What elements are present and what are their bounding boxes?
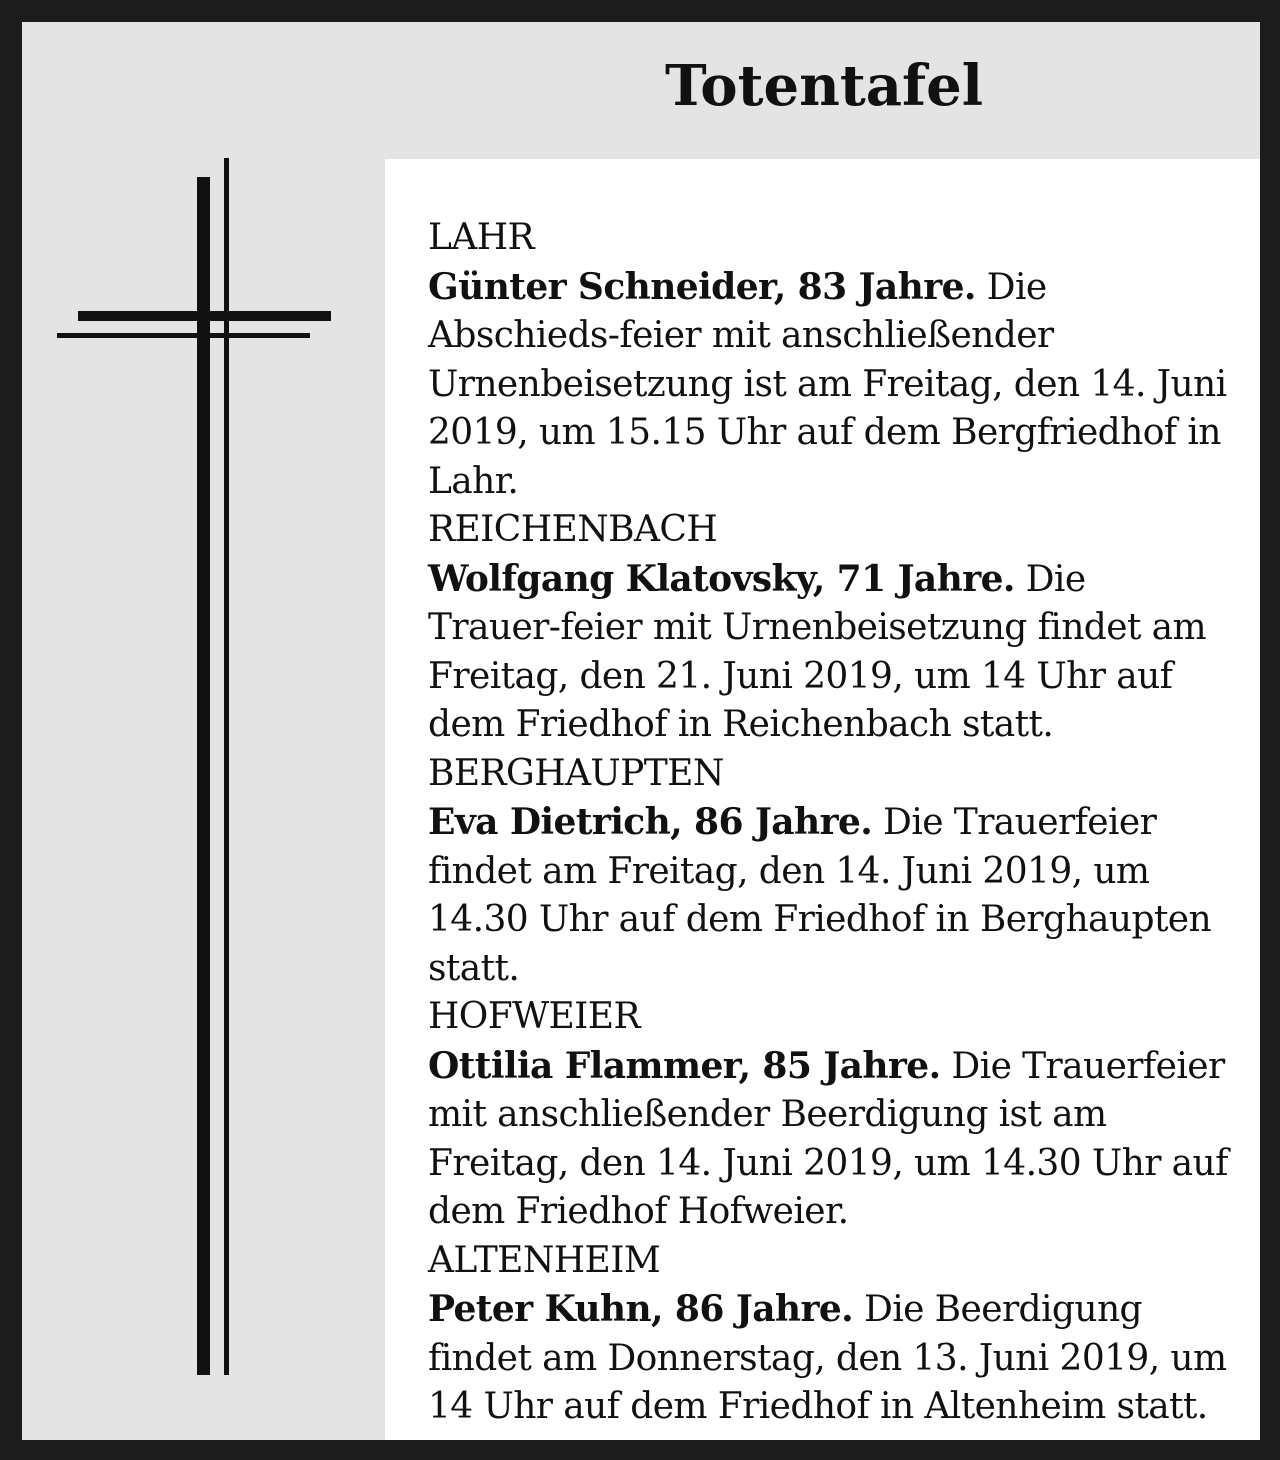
entry-text: Die Abschieds-feier mit anschließender Urnenbeisetzung ist am Freitag, den 14. Juni 2019, um 15.15 Uhr auf dem Bergfriedhof in Lahr. xyxy=(428,266,1227,502)
person-name: Ottilia Flammer, 85 Jahre. xyxy=(428,1044,941,1087)
place-heading: HOFWEIER xyxy=(428,996,640,1037)
person-name: Peter Kuhn, 86 Jahre. xyxy=(428,1288,854,1330)
page-title: Totentafel xyxy=(665,53,983,119)
obituary-entry xyxy=(428,506,1228,750)
obituary-entry xyxy=(428,750,1228,994)
person-name: Wolfgang Klatovsky, 71 Jahre. xyxy=(428,557,1015,600)
cross-icon xyxy=(22,22,382,1440)
person-name: Günter Schneider, 83 Jahre. xyxy=(428,265,976,308)
obituary-card xyxy=(22,22,1260,1440)
obituary-entry xyxy=(428,1237,1228,1432)
obituary-entry xyxy=(428,214,1228,506)
person-name: Eva Dietrich, 86 Jahre. xyxy=(428,801,873,843)
entry-text: Die Trauer-feier mit Urnenbeisetzung findet am Freitag, den 21. Juni 2019, um 14 Uhr auf dem Friedhof in Reichenbach statt. xyxy=(428,558,1207,745)
obituary-panel xyxy=(385,159,1260,1440)
place-heading: BERGHAUPTEN xyxy=(428,752,724,794)
obituary-entry xyxy=(428,993,1228,1237)
obituary-list xyxy=(428,214,1228,1432)
place-heading: ALTENHEIM xyxy=(428,1239,661,1281)
entry-text: Die Beerdigung findet am Donnerstag, den 13. Juni 2019, um 14 Uhr auf dem Friedhof in Altenheim statt. xyxy=(428,1289,1227,1427)
entry-text: Die Trauerfeier findet am Freitag, den 14. Juni 2019, um 14.30 Uhr auf dem Friedhof in Berghaupten statt. xyxy=(428,802,1212,989)
place-heading: LAHR xyxy=(428,217,535,258)
entry-text: Die Trauerfeier mit anschließender Beerdigung ist am Freitag, den 14. Juni 2019, um 14.30 Uhr auf dem Friedhof Hofweier. xyxy=(428,1045,1228,1232)
place-heading: REICHENBACH xyxy=(428,509,718,550)
